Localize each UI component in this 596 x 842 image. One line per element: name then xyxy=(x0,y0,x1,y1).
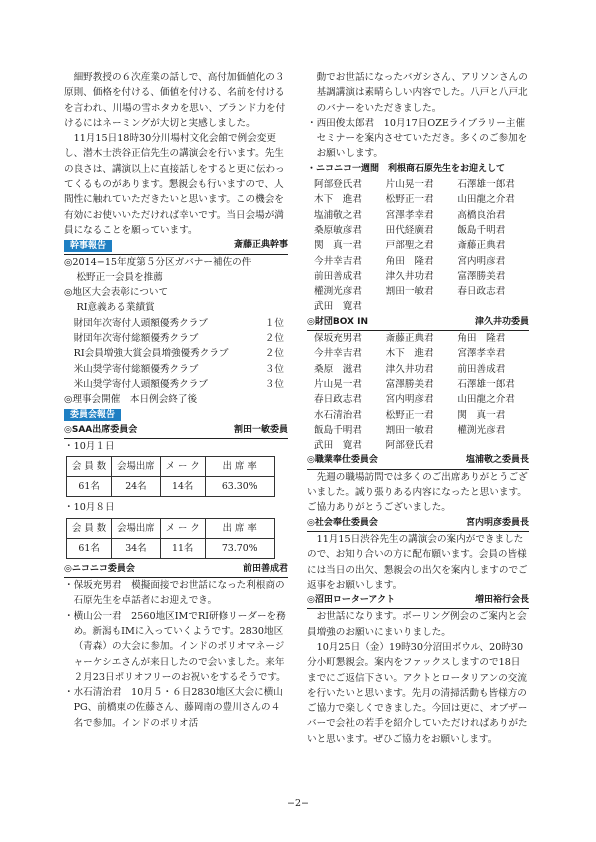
saa-committee-header: ◎SAA出席委員会 割田一敏委員 xyxy=(64,423,288,439)
member-name: 関 真一君 xyxy=(314,240,362,252)
niconico-item: ・保坂充男君 模擬面接でお世話になった利根商の石原先生を卓話者にお迎えでき。 xyxy=(64,580,285,607)
section-tag: 幹事報告 xyxy=(64,240,112,252)
award-row: 米山奨学寄付人頭額優秀クラブ ３位 xyxy=(73,378,284,390)
member-name: 桑原 滋君 xyxy=(314,363,362,375)
member-name: 宮澤孝幸君 xyxy=(457,348,506,360)
table-cell: 34名 xyxy=(112,538,161,558)
member-name: 関 真一君 xyxy=(457,409,506,421)
member-name: 割田一敏君 xyxy=(385,286,434,298)
member-name: 飯島千明君 xyxy=(314,424,362,436)
table-header: 会 員 数 xyxy=(67,457,112,477)
table-header: メ ー ク xyxy=(160,518,205,538)
member-name: 割田一敏君 xyxy=(385,424,434,436)
attendance-date: ・10月１日 xyxy=(64,441,115,453)
member-name: 富澤勝美君 xyxy=(457,270,506,282)
member-name: 富澤勝美君 xyxy=(385,378,434,390)
table-cell: 63.30% xyxy=(205,477,274,497)
member-name: 松野正一君 xyxy=(385,409,434,421)
right-column xyxy=(307,70,529,747)
member-name: 田代経廣君 xyxy=(385,224,434,236)
lecture-paragraph: 11月15日18時30分川場村文化会館で例会変更し、潜木士渋谷正信先生の講演会を行います。先生の良さは、講演以上に直接話しをすると更に伝わってくるものがあります。懇親会も行いますので、人間性に触れていただきたいと思います。この機会を有効にお使いいただければ幸いです。当日会場が満員になることを願っています。 xyxy=(64,133,285,236)
attendance-date: ・10月８日 xyxy=(64,502,115,514)
report-item: ◎理事会開催 本日例会終了後 xyxy=(64,394,198,406)
niconico-committee-header: ◎ニコニコ委員会 前田善成君 xyxy=(64,562,288,578)
member-name: 高橋良治君 xyxy=(457,209,506,221)
table-cell: 14名 xyxy=(160,477,205,497)
member-name: 宮内明彦君 xyxy=(457,255,506,267)
member-name: 塩浦敬之君 xyxy=(314,209,362,221)
niconico-item: ・横山公一君 2560地区IMでRI研修リーダーを務め。新潟もIMに入っていくようです。2830地区（青森）の大会に参加。インドのポリオマネージャーケシエさんが来日したので会いました。来年２月23日ポリオフリーのお祝いをするそうです。 xyxy=(64,610,286,683)
member-name: 宮内明彦君 xyxy=(385,394,434,406)
member-name: 桑原敏彦君 xyxy=(314,224,362,236)
member-name: 飯島千明君 xyxy=(457,224,506,236)
vocational-service-header: ◎職業奉仕委員会 塩浦敬之委員長 xyxy=(307,453,529,469)
member-name: 石澤雄一郎君 xyxy=(457,378,515,390)
member-name: 春日政志君 xyxy=(457,286,506,298)
report-detail: RI意義ある業績賞 xyxy=(76,302,155,314)
table-header: 会 員 数 xyxy=(67,518,112,538)
report-item: ◎2014−15年度第５分区ガバナー補佐の件 xyxy=(64,256,252,268)
member-name: 武田 寛君 xyxy=(314,301,362,313)
section-tag: 委員会報告 xyxy=(64,409,121,421)
member-name-grid xyxy=(307,331,529,453)
attendance-table xyxy=(66,518,275,559)
member-name: 春日政志君 xyxy=(314,394,362,406)
table-header: 会場出席 xyxy=(112,457,161,477)
member-name: 角田 隆君 xyxy=(457,333,506,345)
award-row: 財団年次寄付総額優秀クラブ ２位 xyxy=(73,333,284,345)
member-name: 木下 進君 xyxy=(314,194,362,206)
member-name: 前田善成君 xyxy=(457,363,506,375)
member-name: 戸部聖之君 xyxy=(385,240,434,252)
niconico-item: ・西田俊太郎君 10月17日OZEライブラリー主催セミナーを案内させていただき。多くのご参加をお願いします。 xyxy=(307,117,528,160)
report-item: ◎地区大会表彰について xyxy=(64,287,169,299)
niconico-week-heading: ・ニコニコ一週間 利根商石原先生をお迎えして xyxy=(307,163,506,174)
table-cell: 11名 xyxy=(160,538,205,558)
member-name: 阿部登氏君 xyxy=(314,179,362,191)
member-name: 津久井功君 xyxy=(385,363,434,375)
member-name: 木下 進君 xyxy=(385,348,434,360)
award-row: 米山奨学寄付総額優秀クラブ ３位 xyxy=(73,363,284,375)
table-cell: 24名 xyxy=(112,477,161,497)
report-detail: 松野正一会員を推薦 xyxy=(76,271,163,283)
member-name: 斎藤正典君 xyxy=(457,240,506,252)
table-header: 出 席 率 xyxy=(205,457,274,477)
rotaract-header: ◎沼田ローターアクト 増田裕行会長 xyxy=(307,593,529,609)
vocational-service-text: 先週の職場訪問では多くのご出席ありがとうございました。誠り張りある内容になったと思います。ご協力ありがとうございました。 xyxy=(307,471,528,514)
member-name: 水石清治君 xyxy=(314,409,362,421)
member-name: 松野正一君 xyxy=(385,194,434,206)
award-row: 財団年次寄付人頭額優秀クラブ １位 xyxy=(73,317,284,329)
niconico-item-continued: 動でお世話になったバガシさん、アリソンさんの基調講演は素晴らしい内容でした。八戸と八戸北のバナーをいただきました。 xyxy=(316,72,528,114)
member-name: 角田 隆君 xyxy=(385,255,434,267)
table-cell: 61名 xyxy=(67,477,112,497)
member-name: 今井幸吉君 xyxy=(314,348,362,360)
member-name: 宮澤孝幸君 xyxy=(385,209,434,221)
attendance-table xyxy=(66,456,275,497)
page-number: −2− xyxy=(287,798,309,809)
member-name-grid xyxy=(307,177,529,315)
award-row: RI会員増強大賞会員増強優秀クラブ ２位 xyxy=(73,348,284,360)
intro-paragraph: 細野教授の６次産業の話しで、高付加価値化の３原則、価格を付ける、価値を付ける、名前を付けるを言われ、川場の雪ホタカを思い、ブランド力を付けるにはネーミングが大切と実感しました。 xyxy=(64,72,286,129)
member-name: 今井幸吉君 xyxy=(314,255,362,267)
member-name: 片山晃一君 xyxy=(314,378,362,390)
member-name: 前田善成君 xyxy=(314,270,362,282)
table-cell: 61名 xyxy=(67,538,112,558)
secretary-report-header xyxy=(64,238,288,254)
community-service-text: 11月15日渋谷先生の講演会の案内ができましたので、お知り合いの方に配布願います。会員の皆様には当日の出欠、懇親会の出欠を案内しますのでご返事をお願いします。 xyxy=(307,533,528,591)
table-header: 出 席 率 xyxy=(205,518,274,538)
table-header: メ ー ク xyxy=(160,457,205,477)
member-name: 武田 寛君 xyxy=(314,440,362,452)
member-name: 權渕光彦君 xyxy=(314,286,362,298)
award-list xyxy=(64,316,288,392)
rotaract-text: 10月25日（金）19時30分沼田ボウル、20時30分小町懇親会。案内をファックスしますので18日までにご返信下さい。アクトとロータリアンの交流を行いたいと思います。先月の清掃活動も皆様方のご協力で楽しくできました。今回は更に、オブザーバーで会社の若手を紹介していただければありがたいと思います。ぜひご協力をお願いします。 xyxy=(307,641,528,745)
community-service-header: ◎社会奉仕委員会 宮内明彦委員長 xyxy=(307,516,529,532)
member-name: 津久井功君 xyxy=(385,270,434,282)
member-name: 保坂充男君 xyxy=(314,333,362,345)
table-header: 会場出席 xyxy=(112,518,161,538)
foundation-box-header: ◎財団BOX IN 津久井功委員 xyxy=(307,315,529,331)
member-name: 阿部登氏君 xyxy=(385,440,434,452)
member-name: 石澤雄一郎君 xyxy=(457,179,515,191)
niconico-item: ・水石清治君 10月５・６日2830地区大会に横山PG、前橋東の佐藤さん、藤岡南の豊川さんの４名で参加。インドのポリオ活 xyxy=(64,687,283,729)
member-name: 山田龍之介君 xyxy=(457,194,515,206)
committee-report-header xyxy=(64,408,288,423)
rotaract-text: お世話になります。ボーリング例会のご案内と会員増強のお願いにまいりました。 xyxy=(307,611,527,638)
member-name: 山田龍之介君 xyxy=(457,394,515,406)
member-name: 權渕光彦君 xyxy=(457,424,506,436)
table-cell: 73.70% xyxy=(205,538,274,558)
left-column xyxy=(64,70,288,731)
member-name: 斎藤正典君 xyxy=(385,333,434,345)
member-name: 片山晃一君 xyxy=(385,179,434,191)
reporter-name: 斎藤正典幹事 xyxy=(233,240,288,251)
